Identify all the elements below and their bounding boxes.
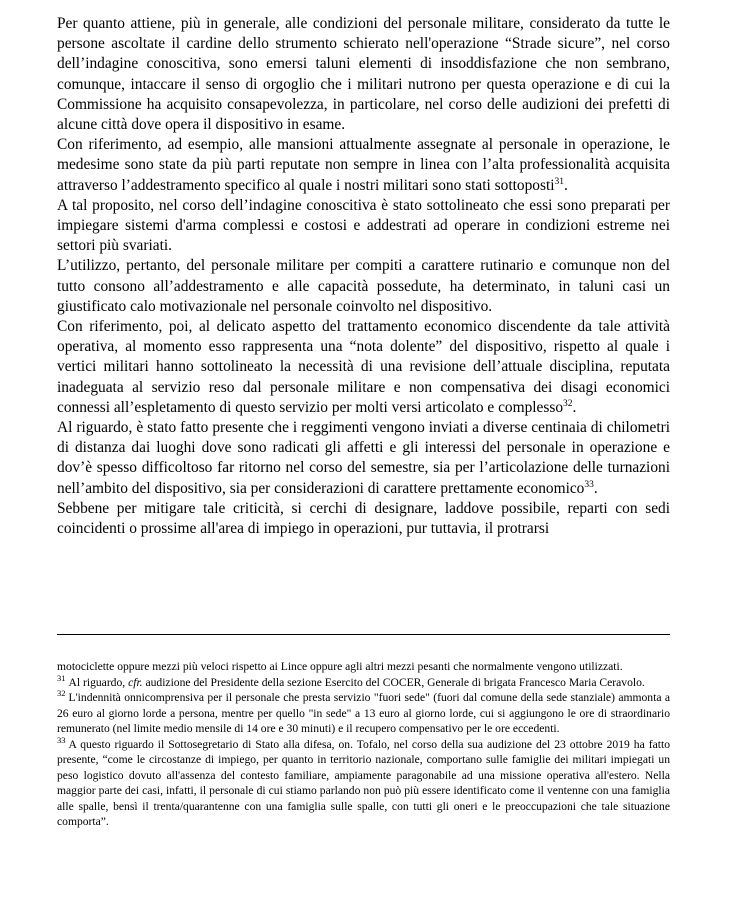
paragraph-5-text: Con riferimento, poi, al delicato aspetto del trattamento economico discendente da tale attività operativa, al momento esso rappresenta una “nota dolente” del dispositivo, rispetto al quale i vertici militari hanno sottolineato la necessità di una revisione dell’attuale disciplina, reputata inadeguata al servizio reso dal personale militare e non compensativa dei disagi economici connessi all’espletamento di questo servizio per molti versi articolato e complesso [57, 318, 670, 416]
footnote-separator [57, 634, 670, 635]
footnote-ref-31[interactable]: 31 [554, 176, 565, 187]
footnote-32-number: 32 [57, 688, 66, 699]
paragraph-5 [57, 317, 670, 418]
footnotes-section [57, 659, 670, 830]
paragraph-4: L’utilizzo, pertanto, del personale militare per compiti a carattere rutinario e comunque non del tutto consono all’addestramento e alle capacità possedute, ha determinato, in taluni casi un giustificato calo motivazionale nel personale coinvolto nel dispositivo. [57, 257, 670, 315]
paragraph-1: Per quanto attiene, più in generale, alle condizioni del personale militare, considerato da tutte le persone ascoltate il cardine dello strumento schierato nell'operazione “Strade sicure”, nel corso dell’indagine conoscitiva, sono emersi taluni elementi di insoddisfazione che non sembrano, comunque, intaccare il senso di orgoglio che i militari nutrono per questa operazione e di cui la Commissione ha acquisito consapevolezza, in particolare, nel corso delle audizioni dei prefetti di alcune città dove opera il dispositivo in esame. [57, 15, 670, 134]
footnote-31-text-b: audizione del Presidente della sezione Esercito del COCER, Generale di brigata Francesco Maria Ceravolo. [142, 675, 645, 689]
footnote-ref-33[interactable]: 33 [584, 479, 594, 490]
footnote-32 [57, 690, 670, 737]
footnote-31-text-a: Al riguardo, [68, 675, 129, 689]
footnote-continuation: motociclette oppure mezzi più veloci rispetto ai Lince oppure agli altri mezzi pesanti che normalmente vengono utilizzati. [57, 660, 623, 673]
footnote-ref-32[interactable]: 32 [563, 398, 573, 409]
footnote-31-number: 31 [57, 672, 66, 683]
footnote-31-cfr: cfr. [128, 675, 143, 689]
main-text [57, 14, 670, 539]
paragraph-6-end: . [593, 479, 598, 497]
paragraph-2-end: . [564, 176, 568, 194]
paragraph-6 [57, 418, 670, 499]
paragraph-7: Sebbene per mitigare tale criticità, si cerchi di designare, laddove possibile, reparti con sedi coincidenti o prossime all'area di impiego in operazioni, pur tuttavia, il protrarsi [57, 499, 670, 538]
paragraph-5-end: . [572, 398, 577, 416]
paragraph-2 [57, 135, 670, 196]
paragraph-3: A tal proposito, nel corso dell’indagine conoscitiva è stato sottolineato che essi sono preparati per impiegare sistemi d'arma complessi e costosi e addestrati ad operare in condizioni estreme nei settori più svariati. [57, 196, 670, 255]
paragraph-2-text: Con riferimento, ad esempio, alle mansioni attualmente assegnate al personale in operazione, le medesime sono state da più parti reputate non sempre in linea con l’alta professionalità acquisita attraverso l’addestramento specifico al quale i nostri militari sono stati sottoposti [57, 136, 670, 194]
footnote-31 [57, 672, 670, 691]
footnote-33 [57, 734, 670, 830]
footnote-33-text: A questo riguardo il Sottosegretario di Stato alla difesa, on. Tofalo, nel corso della sua audizione del 23 ottobre 2019 ha fatto presente, “come le circostanze di impiego, per quanto in territorio nazionale, comportano sulle famiglie dei militari impiegati un peso logistico dovuto all'assenza del contesto familiare, ampiamente paragonabile ad una missione operativa all'estero. Nella maggior parte dei casi, infatti, il personale di cui stiamo parlando non può più essere identificato come il ventenne con una famiglia alle spalle, bensì il trenta/quarantenne con una famiglia sulle spalle, con tutti gli oneri e le preoccupazioni che tale situazione comporta”. [57, 737, 670, 828]
footnote-33-number: 33 [57, 734, 66, 745]
paragraph-6-text: Al riguardo, è stato fatto presente che i reggimenti vengono inviati a diverse centinaia di chilometri di distanza dai luoghi dove sono radicati gli affetti e gli interessi del personale in operazione e dov’è spesso difficoltoso far ritorno nel corso del semestre, sia per l’articolazione delle turnazioni nell’ambito del dispositivo, sia per considerazioni di carattere prettamente economico [57, 419, 670, 497]
footnote-32-text: L'indennità onnicomprensiva per il personale che presta servizio "fuori sede" (fuori dal comune della sede stanziale) ammonta a 26 euro al giorno lorde a persona, mentre per quello "in sede" a 13 euro al giorno lorde, cui si aggiungono le ore di straordinario remunerato (nel limite medio mensile di 14 ore e 30 minuti) e il recupero compensativo per le ore eccedenti. [57, 691, 670, 735]
